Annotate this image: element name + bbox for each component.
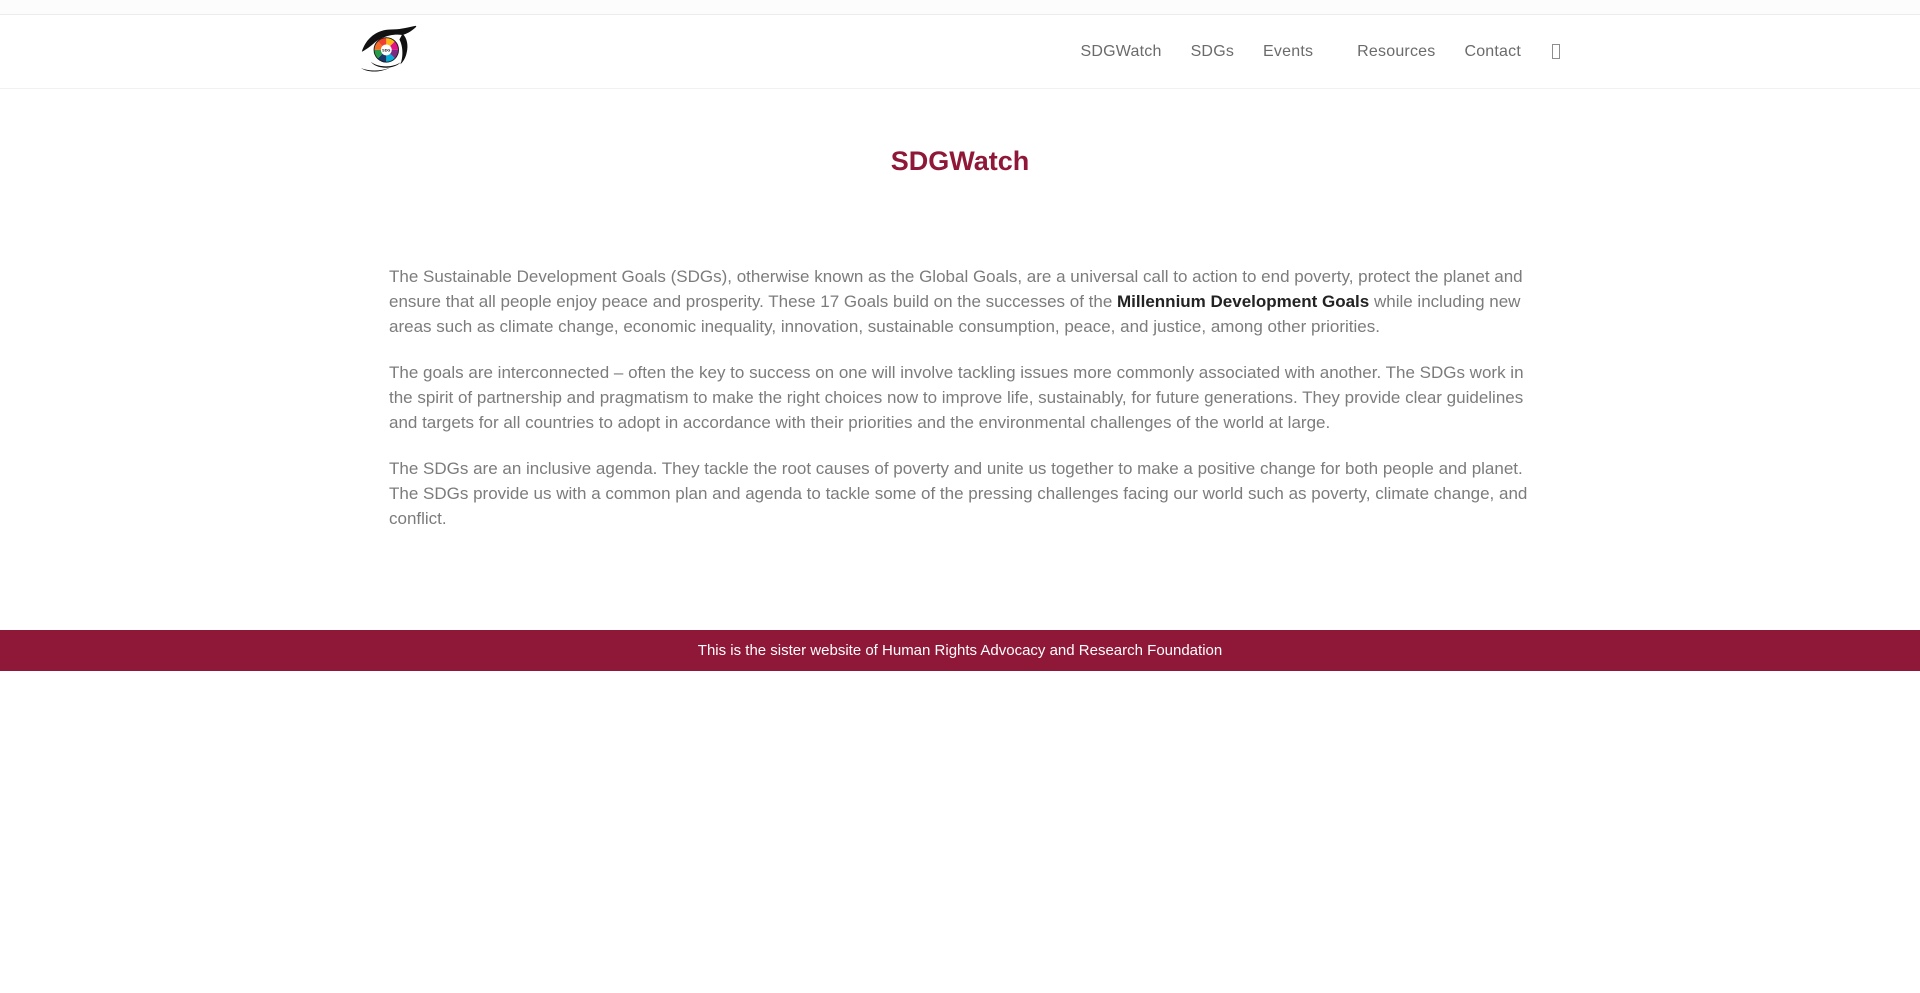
nav-item-sdgwatch: [1081, 43, 1162, 61]
site-header: [0, 15, 1920, 89]
nav-list: [1081, 43, 1521, 61]
logo-center-text: SDG: [382, 48, 391, 53]
site-logo[interactable]: [360, 25, 418, 78]
main-content: [389, 146, 1531, 531]
nav-link-resources[interactable]: Resources: [1357, 42, 1436, 60]
paragraph-2: The goals are interconnected – often the key to success on one will involve tackling issues more commonly associated with another. The SDGs work in the spirit of partnership and pragmatism to make the right choices now to improve life, sustainably, for future generations. They provide clear guidelines and targets for all countries to adopt in accordance with their priorities and the environmental challenges of the world at large.: [389, 363, 1524, 432]
nav-link-sdgs[interactable]: SDGs: [1190, 42, 1235, 60]
nav-link-contact[interactable]: Contact: [1464, 42, 1521, 60]
top-strip: [0, 0, 1920, 15]
paragraph-1-before-link: The Sustainable Development Goals (SDGs), otherwise known as the Global Goals, are a universal call to action to end poverty, protect the planet and ensure that all people enjoy peace and prosperity. These 17 Goals build on the successes of the: [389, 267, 1523, 311]
paragraph-1-after-link: while including new areas such as climate change, economic inequality, innovation, sustainable consumption, peace, and justice, among other priorities.: [389, 292, 1521, 336]
header-inner: [360, 15, 1560, 88]
site-footer: [0, 630, 1920, 671]
nav-link-events[interactable]: Events: [1263, 42, 1314, 60]
intro-text-block: [389, 264, 1531, 531]
nav-item-sdgs: [1191, 43, 1234, 61]
nav-item-contact: [1464, 43, 1521, 61]
main-nav: [1081, 43, 1560, 61]
paragraph-3: The SDGs are an inclusive agenda. They tackle the root causes of poverty and unite us together to make a positive change for both people and planet. The SDGs provide us with a common plan and agenda to tackle some of the pressing challenges facing our world such as poverty, climate change, and conflict.: [389, 459, 1528, 528]
search-icon[interactable]: [1552, 44, 1560, 59]
sdg-eye-logo-icon: [360, 25, 418, 78]
nav-link-sdgwatch[interactable]: SDGWatch: [1080, 42, 1162, 60]
page-title: SDGWatch: [890, 146, 1030, 176]
footer-text: This is the sister website of Human Rights Advocacy and Research Foundation: [697, 642, 1223, 659]
mdg-link[interactable]: Millennium Development Goals: [1117, 292, 1370, 311]
footer-bar: [0, 630, 1920, 671]
nav-item-resources: [1357, 43, 1435, 61]
nav-item-events: [1263, 43, 1313, 61]
paragraph-1: [389, 264, 1531, 339]
